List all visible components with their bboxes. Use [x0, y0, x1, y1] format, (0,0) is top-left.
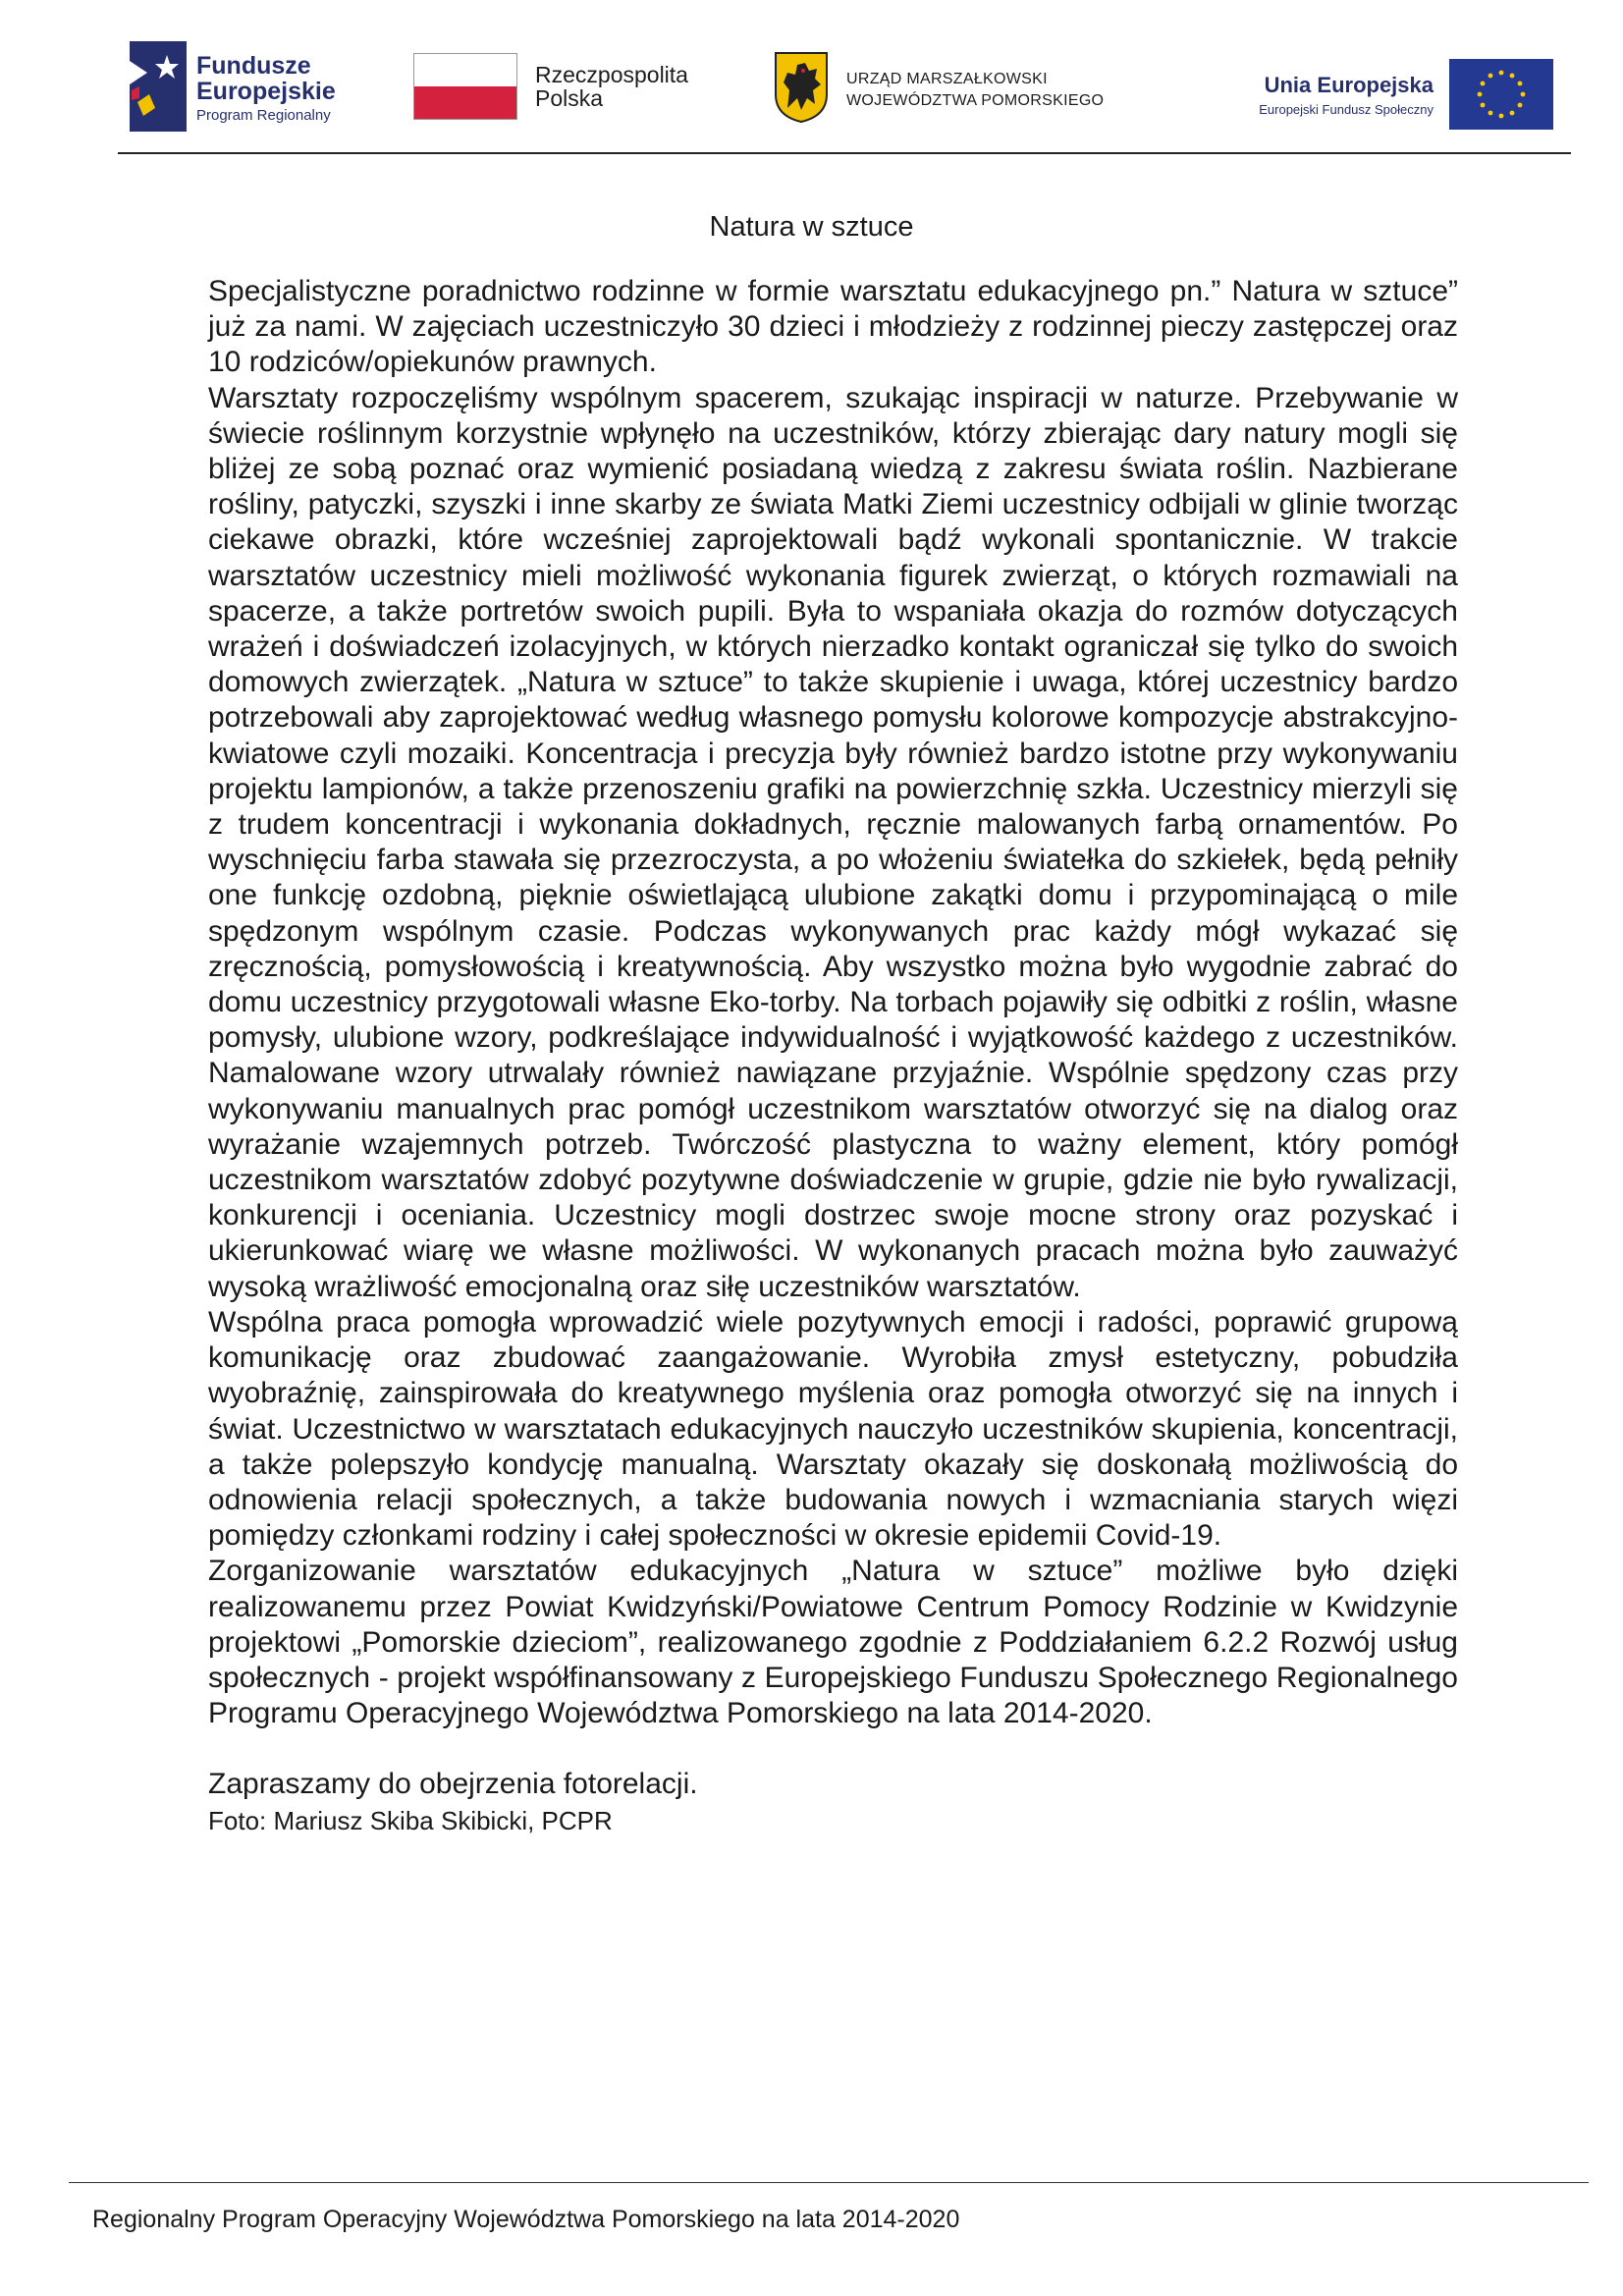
eu-flag-icon	[1449, 59, 1553, 130]
eu-stars-icon	[1449, 59, 1553, 130]
urzad-marszalkowski-logo	[774, 51, 1166, 130]
invite-text: Zapraszamy do obejrzenia fotorelacji.	[208, 1768, 698, 1801]
urzad-text	[846, 69, 1104, 113]
rzeczpospolita-text	[535, 63, 688, 110]
rzeczpospolita-logo	[413, 49, 718, 128]
paragraph-intro: Specjalistyczne poradnictwo rodzinne w formie warsztatu edukacyjnego pn.” Natura w sztuce” już za nami. W zajęciach uczestniczyło 30 dzieci i młodzieży z rodzinnej pieczy zastępczej oraz 10 rodziców/opiekunów prawnych.	[208, 275, 1458, 379]
header-divider	[118, 152, 1571, 154]
urzad-line2: WOJEWÓDZTWA POMORSKIEGO	[846, 92, 1105, 110]
fundusze-europejskie-logo	[130, 39, 385, 137]
rzeczpospolita-line1: Rzeczpospolita	[535, 62, 688, 87]
fundusze-star-icon	[130, 41, 187, 132]
photo-credit: Foto: Mariusz Skiba Skibicki, PCPR	[208, 1805, 613, 1835]
rzeczpospolita-line2: Polska	[535, 85, 604, 112]
fundusze-line1: Fundusze	[196, 52, 311, 80]
polish-flag-icon	[413, 53, 517, 120]
paragraph-benefits: Wspólna praca pomogła wprowadzić wiele pozytywnych emocji i radości, poprawić grupową komunikację oraz zbudować zaangażowanie. Wyrobiła zmysł estetyczny, pobudziła wyobraźnię, zainspirowała do kreatywnego myślenia oraz pomogła otworzyć się na innych i świat. Uczestnictwo w warsztatach edukacyjnych nauczyło uczestników skupienia, koncentracji, a także polepszyło kondycję manualną. Warsztaty okazały się doskonałą możliwością do odnowienia relacji społecznych, a także budowania nowych i wzmacniania starych więzi pomiędzy członkami rodziny i całej społeczności w okresie epidemii Covid-19.	[208, 1305, 1458, 1553]
unia-line2: Europejski Fundusz Społeczny	[1259, 102, 1434, 117]
urzad-line1: URZĄD MARSZAŁKOWSKI	[846, 71, 1048, 87]
footer-divider	[69, 2182, 1589, 2183]
logo-header	[0, 0, 1623, 157]
paragraph-workshops: Warsztaty rozpoczęliśmy wspólnym spacerem, szukając inspiracji w naturze. Przebywanie w świecie roślinnym korzystnie wpłynęło na uczestników, którzy zbierając dary natury mogli się bliżej ze sobą poznać oraz wymienić posiadaną wiedzą z zakresu świata roślin. Nazbierane rośliny, patyczki, szyszki i inne skarby ze świata Matki Ziemi uczestnicy odbijali w glinie tworząc ciekawe obrazki, które wcześniej zaprojektowali bądź wykonali spontanicznie. W trakcie warsztatów uczestnicy mieli możliwość wykonania figurek zwierząt, o których rozmawiali na spacerze, a także portretów swoich pupili. Była to wspaniała okazja do rozmów dotyczących wrażeń i doświadczeń izolacyjnych, w których nierzadko kontakt ograniczał się tylko do swoich domowych zwierzątek. „Natura w sztuce” to także skupienie i uwaga, której uczestnicy bardzo potrzebowali aby zaprojektować według własnego pomysłu kolorowe kompozycje abstrakcyjno-kwiatowe czyli mozaiki. Koncentracja i precyzja były również bardzo istotne przy wykonywaniu projektu lampionów, a także przenoszeniu grafiki na powierzchnię szkła. Uczestnicy mierzyli się z trudem koncentracji i wykonania dokładnych, ręcznie malowanych farbą ornamentów. Po wyschnięciu farba stawała się przezroczysta, a po włożeniu światełka do szkiełek, będą pełniły one funkcję ozdobną, pięknie oświetlającą ulubione zakątki domu i przypominającą o mile spędzonym wspólnym czasie. Podczas wykonywanych prac każdy mógł wykazać się zręcznością, pomysłowością i kreatywnością. Aby wszystko można było wygodnie zabrać do domu uczestnicy przygotowali własne Eko-torby. Na torbach pojawiły się odbitki z roślin, własne pomysły, ulubione wzory, podkreślające indywidualność i wyjątkowość każdego z uczestników. Namalowane wzory utrwalały również nawiązane przyjaźnie. Wspólnie spędzony czas przy wykonywaniu manualnych prac pomógł uczestnikom warsztatów otworzyć się na dialog oraz wyrażanie wzajemnych potrzeb. Twórczość plastyczna to ważny element, który pomógł uczestnikom warsztatów zdobyć pozytywne doświadczenie w grupie, gdzie nie było rywalizacji, konkurencji i oceniania. Uczestnicy mogli dostrzec swoje mocne strony oraz pozyskać i ukierunkować wiarę we własne możliwości. W wykonanych pracach można było zauważyć wysoką wrażliwość emocjonalną oraz siłę uczestników warsztatów.	[208, 381, 1458, 1303]
paragraph-funding: Zorganizowanie warsztatów edukacyjnych „Natura w sztuce” możliwe było dzięki realizowanemu przez Powiat Kwidzyński/Powiatowe Centrum Pomocy Rodzinie w Kwidzynie projektowi „Pomorskie dzieciom”, realizowanego zgodnie z Poddziałaniem 6.2.2 Rozwój usług społecznych - projekt współfinansowany z Europejskiego Funduszu Społecznego Regionalnego Programu Operacyjnego Województwa Pomorskiego na lata 2014-2020.	[208, 1555, 1458, 1730]
unia-europejska-logo	[1216, 55, 1559, 134]
fundusze-line2: Europejskie	[196, 78, 336, 106]
unia-line1: Unia Europejska	[1264, 73, 1434, 97]
fundusze-line3: Program Regionalny	[196, 106, 331, 124]
document-title: Natura w sztuce	[709, 211, 914, 243]
fundusze-text	[196, 53, 336, 123]
document-body	[208, 274, 1458, 1838]
griffin-crest-icon	[774, 51, 829, 124]
footer-text: Regionalny Program Operacyjny Województwa Pomorskiego na lata 2014-2020	[92, 2206, 960, 2233]
unia-text	[1216, 73, 1434, 117]
